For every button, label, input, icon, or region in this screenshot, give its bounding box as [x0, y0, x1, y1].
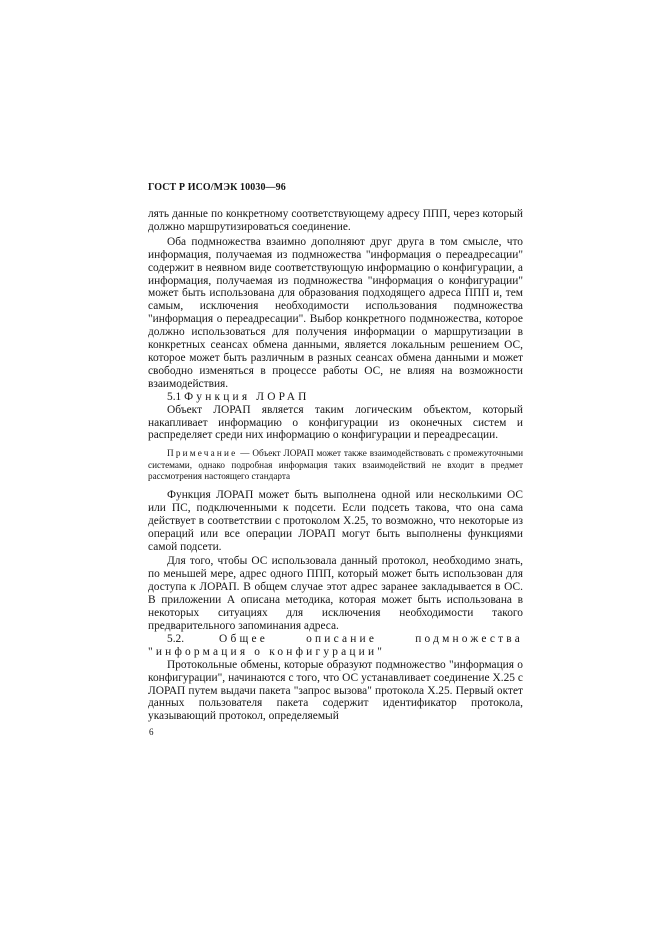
note-text: — Объект ЛОРАП может также взаимодействовать с промежуточными системами, однако подробная информация таких взаимодействий не входит в предмет рассмотрения настоящего стандарта: [148, 448, 523, 481]
document-header: ГОСТ Р ИСО/МЭК 10030—96: [148, 182, 286, 193]
section-title: Функция ЛОРАП: [184, 390, 310, 403]
paragraph: Протокольные обмены, которые образуют подмножество "информация о конфигурации", начинаются с того, что ОС устанавливает соединение Х.25 с ЛОРАП путем выдачи пакета "запрос вызова" протокола Х.25. Первый октет данных пользователя пакета содержит идентификатор протокола, указывающий протокол, определяемый: [148, 658, 523, 723]
document-body: [148, 208, 523, 723]
page-number: 6: [149, 727, 154, 737]
note-label: Примечание: [167, 448, 238, 459]
paragraph: Для того, чтобы ОС использовала данный протокол, необходимо знать, по меньшей мере, адрес одного ППП, который может быть использован для доступа к ЛОРАП. В общем случае этот адрес заранее закладывается в ОС. В приложении А описана методика, которая может быть использована в некоторых ситуациях для исключения необходимости такого предварительного запоминания адреса.: [148, 555, 523, 632]
section-heading-5-2: [148, 633, 523, 659]
paragraph: лять данные по конкретному соответствующему адресу ППП, через который должно маршрутизироваться соединение.: [148, 208, 523, 233]
paragraph: Функция ЛОРАП может быть выполнена одной или несколькими ОС или ПС, подключенными к подсети. Если подсеть такова, что она сама действует в соответствии с протоколом Х.25, то возможно, что некоторые из операций или все операции ЛОРАП могут быть выполнены функциями самой подсети.: [148, 488, 523, 553]
section-heading-5-1: [148, 391, 523, 404]
paragraph: Оба подмножества взаимно дополняют друг друга в том смысле, что информация, получаемая из подмножества "информация о переадресации" содержит в неявном виде соответствующую информацию о конфигурации, а информация, получаемая из подмножества "информация о конфигурации" может быть использована для образования подходящего адреса ППП и, тем самым, исключения необходимости использования подмножества "информация о переадресации". Выбор конкретного подмножества, которое должно использоваться для получения информации о маршрутизации в конкретных сеансах обмена данными, является локальным решением ОС, которое может быть различным в разных сеансах обмена данными и может свободно изменяться в процессе работы ОС, не влияя на возможности взаимодействия.: [148, 235, 523, 390]
section-number: 5.1: [167, 390, 182, 403]
section-number: 5.2.: [167, 632, 185, 645]
paragraph: Объект ЛОРАП является таким логическим объектом, который накапливает информацию о конфигурации из оконечных систем и распределяет среди них информацию о конфигурации и переадресации.: [148, 403, 523, 442]
section-title: Общее описание подмножества "информация о конфигурации": [148, 632, 523, 658]
note: [148, 448, 523, 482]
